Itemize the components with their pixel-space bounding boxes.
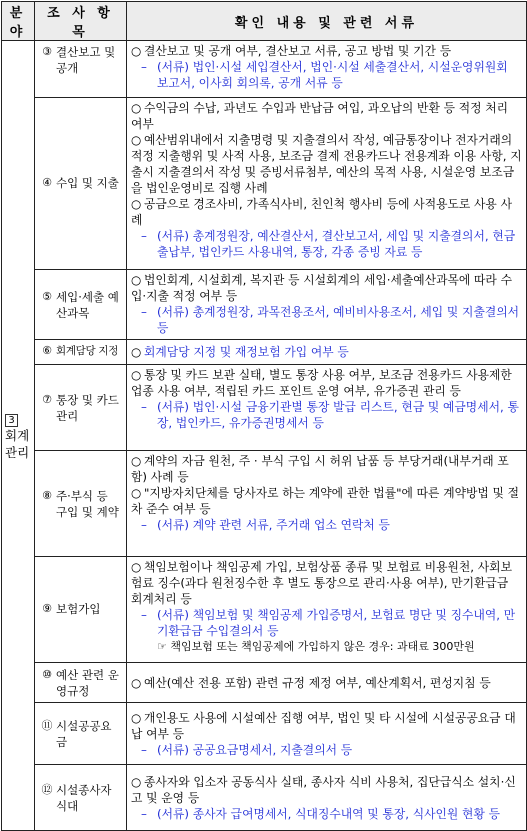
document-text: (서류) 법인·시설 금융기관별 통장 발급 리스트, 현금 및 예금명세서, 통장, 법인카드, 유가증권명세서 등 — [157, 400, 519, 430]
content-text: 통장 및 카드 보관 실태, 별도 통장 사용 여부, 보조금 전용카드 사용제한 업종 사용 여부, 적립된 카드 포인트 운영 여부, 유가증권 관리 등 — [131, 368, 512, 398]
table-row — [2, 703, 527, 765]
table-row — [2, 365, 527, 451]
item-cell — [35, 663, 127, 703]
dash-icon: – — [141, 608, 147, 622]
item-number: ⑨ — [42, 601, 52, 615]
content-text: 공금으로 경조사비, 가족식사비, 친인척 행사비 등에 사적용도로 사용 사례 — [131, 197, 512, 227]
content-cell — [127, 98, 527, 270]
item-cell — [35, 340, 127, 365]
note-icon: ☞ — [157, 640, 167, 653]
bullet-icon: ○ — [131, 560, 142, 574]
category-cell — [2, 41, 35, 831]
item-number: ⑫ — [41, 782, 53, 796]
header-item: 조 사 항 목 — [35, 2, 127, 41]
dash-icon: – — [141, 60, 147, 74]
dash-icon: – — [141, 742, 147, 757]
item-label: 시설공공요금 — [56, 718, 112, 749]
table-row — [2, 451, 527, 557]
item-number: ⑧ — [42, 488, 52, 502]
content-text: 책임보험이나 책임공제 가입, 보험상품 종류 및 보험료 비용원천, 사회보험료 징수(과다 원천징수한 후 별도 통장으로 관리·사용 여부), 만기환급금 회계처리 등 — [131, 560, 512, 606]
content-text: 계약의 자금 원천, 주 · 부식 구입 시 허위 납품 등 부당거래(내부거래 포함) 사례 등 — [131, 454, 509, 484]
document-text: (서류) 총계정원장, 과목전용조서, 예비비사용조서, 세입 및 지출결의서 등 — [157, 305, 520, 335]
dash-icon: – — [141, 806, 147, 821]
category-label: 회계관리 — [5, 428, 30, 460]
document-text: (서류) 공공요금명세서, 지출결의서 등 — [157, 742, 353, 757]
content-text: 수익금의 수납, 과년도 수입과 반납금 여입, 과오납의 반환 등 적정 처리 여부 — [131, 101, 509, 131]
table-row — [2, 557, 527, 663]
item-cell — [35, 765, 127, 831]
item-number: ⑪ — [41, 718, 53, 732]
dash-icon: – — [141, 518, 147, 532]
item-cell — [35, 557, 127, 663]
item-cell — [35, 451, 127, 557]
content-cell — [127, 663, 527, 703]
item-number: ⑥ — [42, 344, 52, 357]
document-text: (서류) 종사자 급여명세서, 식대징수내역 및 통장, 식사인원 현황 등 — [157, 806, 500, 821]
table-row — [2, 98, 527, 270]
header-category: 분 야 — [2, 2, 35, 41]
item-number: ④ — [42, 175, 52, 189]
content-text: 예산범위내에서 지출명령 및 지출결의서 작성, 예금통장이나 전자거래의 적정 지출행위 및 사적 사용, 보조금 결제 전용카드나 전용계좌 이용 사항, 지출시 지출결의서 작성 및 증빙서류첨부, 예산의 목적 사용, 시설운영 보조금을 법인운영비로 집행 사례 — [131, 133, 522, 195]
audit-checklist-table — [1, 1, 527, 831]
bullet-icon: ○ — [131, 101, 142, 115]
table-row — [2, 765, 527, 831]
document-text: (서류) 계약 관련 서류, 주거래 업소 연락처 등 — [157, 518, 390, 532]
header-row — [2, 2, 527, 41]
table-row — [2, 340, 527, 365]
bullet-icon: ○ — [131, 345, 142, 359]
item-cell — [35, 41, 127, 98]
bullet-icon: ○ — [131, 273, 142, 287]
table-row — [2, 270, 527, 340]
item-label: 보험가입 — [56, 601, 101, 616]
item-number: ③ — [42, 45, 52, 58]
document-text: (서류) 책임보험 및 책임공제 가입증명서, 보험료 명단 및 징수내역, 만기환급금 수입결의서 등 — [157, 608, 516, 638]
header-content: 확인 내용 및 관련 서류 — [127, 2, 527, 41]
content-text: 종사자와 입소자 공동식사 실태, 종사자 식비 사용처, 집단급식소 설치·신고 및 운영 등 — [131, 774, 516, 805]
dash-icon: – — [141, 400, 147, 414]
item-label: 시설종사자 식대 — [56, 782, 112, 813]
content-text: 결산보고 및 공개 여부, 결산보고 서류, 공고 방법 및 기간 등 — [144, 44, 452, 58]
content-cell — [127, 765, 527, 831]
table-row — [2, 663, 527, 703]
bullet-icon: ○ — [131, 133, 142, 147]
content-text: 예산(예산 전용 포함) 관련 규정 제정 여부, 예산계획서, 편성지침 등 — [144, 675, 491, 690]
bullet-icon: ○ — [131, 44, 142, 58]
content-cell — [127, 365, 527, 451]
content-cell — [127, 41, 527, 98]
content-text: 개인용도 사용에 시설예산 집행 여부, 법인 및 타 시설에 시설공공요금 대납 여부 등 — [131, 710, 516, 741]
content-cell — [127, 557, 527, 663]
item-label: 예산 관련 운영규정 — [56, 667, 119, 698]
bullet-icon: ○ — [131, 197, 142, 211]
content-cell — [127, 270, 527, 340]
item-cell — [35, 98, 127, 270]
content-text: 법인회계, 시설회계, 복지관 등 시설회계의 세입·세출예산과목에 따라 수입·지출 적정 여부 등 — [131, 273, 512, 303]
bullet-icon: ○ — [131, 710, 142, 725]
bullet-icon: ○ — [131, 486, 142, 500]
bullet-icon: ○ — [131, 774, 142, 789]
item-number: ⑩ — [42, 667, 52, 681]
item-number: ⑦ — [42, 392, 52, 406]
content-cell — [127, 703, 527, 765]
document-text: (서류) 법인·시설 세입결산서, 법인·시설 세출결산서, 시설운영위원회 보고서, 이사회 회의록, 공개 서류 등 — [157, 60, 508, 90]
content-cell — [127, 340, 527, 365]
item-label: 회계담당 지정 — [56, 345, 119, 357]
item-cell — [35, 270, 127, 340]
bullet-icon: ○ — [131, 454, 142, 468]
item-label: 세입·세출 예산과목 — [56, 289, 119, 320]
category-number: 3 — [5, 414, 18, 427]
bullet-icon: ○ — [131, 368, 142, 382]
dash-icon: – — [141, 229, 147, 243]
document-text: (서류) 총계정원장, 예산결산서, 결산보고서, 세입 및 지출결의서, 현금출납부, 법인카드 사용내역, 통장, 각종 증빙 자료 등 — [157, 229, 516, 259]
table-row — [2, 41, 527, 98]
content-text: 회계담당 지정 및 재정보험 가입 여부 등 — [144, 345, 349, 359]
item-label: 통장 및 카드관리 — [56, 392, 119, 423]
item-label: 주·부식 등 구입 및 계약 — [56, 488, 119, 519]
item-cell — [35, 365, 127, 451]
note-text: 책임보험 또는 책임공제에 가입하지 않은 경우: 과태료 300만원 — [170, 640, 475, 653]
content-text: "지방자치단체를 당사자로 하는 계약에 관한 법률"에 따른 계약방법 및 절차 준수 여부 등 — [131, 486, 520, 516]
bullet-icon: ○ — [131, 675, 142, 690]
item-label: 결산보고 및 공개 — [56, 45, 116, 75]
item-cell — [35, 703, 127, 765]
item-number: ⑤ — [42, 289, 52, 303]
dash-icon: – — [141, 305, 147, 319]
content-cell — [127, 451, 527, 557]
item-label: 수입 및 지출 — [56, 175, 119, 190]
